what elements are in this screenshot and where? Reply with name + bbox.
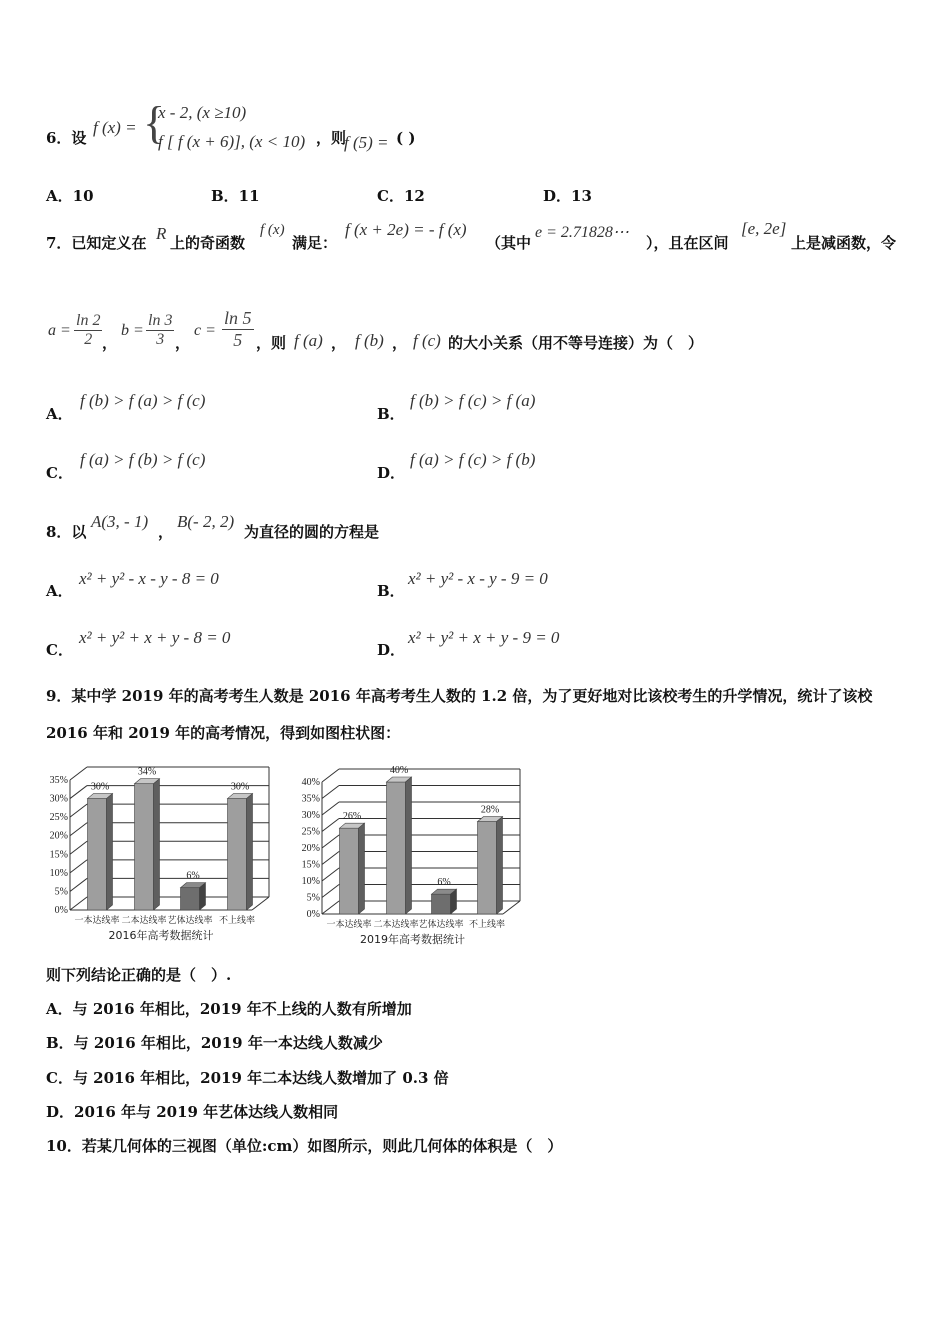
q7-b-denominator: 3 [156, 331, 165, 348]
q6-lhs: f (x) = [93, 118, 137, 137]
q7-a-numerator: ln 2 [76, 312, 101, 329]
q7-option-c: f (a) > f (b) > f (c) [80, 450, 206, 469]
q7-c-denominator: 5 [233, 330, 243, 350]
category-label: 二本达线率 [121, 916, 167, 926]
q7-text1: 上的奇函数 [170, 234, 246, 252]
q8-label: 8．以 [46, 523, 87, 541]
bar-side [247, 794, 253, 910]
q6-label: 6．设 [46, 129, 87, 147]
y-tick-label: 25% [301, 826, 320, 838]
grid-diagonal [70, 841, 87, 854]
y-tick-label: 0% [54, 905, 68, 916]
chart-title: 2016年高考数据统计 [108, 929, 214, 942]
grid-diagonal [322, 769, 339, 782]
y-tick-label: 20% [301, 843, 320, 854]
q8-option-a-label: A． [46, 582, 73, 600]
floor-edge [503, 901, 520, 914]
q6-then: ，则 [316, 129, 347, 147]
bar-value-label: 34% [137, 766, 157, 778]
grid-diagonal [322, 802, 339, 815]
y-tick-label: 35% [301, 793, 320, 805]
q7-option-c-label: C． [46, 464, 73, 482]
q8-option-b: x² + y² - x - y - 9 = 0 [408, 569, 548, 588]
q7-fb: f (b) [355, 331, 384, 350]
grid-diagonal [70, 860, 87, 873]
y-tick-label: 30% [49, 793, 68, 805]
grid-diagonal [322, 868, 339, 881]
bar-front [340, 828, 359, 914]
y-tick-label: 15% [49, 849, 68, 861]
bar-chart-2019 [298, 756, 528, 946]
bar-front [387, 782, 406, 914]
y-tick-label: 35% [49, 775, 68, 786]
bar-front [181, 888, 200, 910]
q6-case1: x - 2, (x ≥10) [158, 103, 247, 122]
q10-text: 10．若某几何体的三视图（单位:cm）如图所示，则此几何体的体积是（ ） [46, 1137, 563, 1155]
category-label: 艺体达线率 [418, 920, 464, 930]
q8-separator: ， [158, 523, 174, 541]
bar-value-label: 6% [186, 870, 200, 882]
bar-value-label: 26% [342, 811, 362, 823]
bar-front [88, 799, 107, 910]
q6-ask: f (5) = [344, 133, 389, 152]
q6-option-c: C．12 [377, 187, 425, 205]
grid-diagonal [70, 878, 87, 891]
q8-option-d: x² + y² + x + y - 9 = 0 [408, 628, 560, 647]
bar-side [497, 817, 503, 914]
floor-edge [252, 897, 269, 910]
q7-then: ，则 [256, 334, 287, 352]
category-label: 一本达线率 [326, 920, 372, 930]
chart-title: 2019年高考数据统计 [360, 933, 465, 946]
grid-diagonal [70, 786, 87, 799]
bar-front [432, 894, 451, 914]
y-tick-label: 40% [301, 777, 320, 788]
category-label: 二本达线率 [373, 920, 419, 930]
grid-diagonal [322, 819, 339, 832]
q7-text4: ），且在区间 [646, 234, 729, 252]
q6-paren: ( ) [396, 129, 416, 147]
bar-chart-2016 [44, 756, 276, 946]
q7-fa: f (a) [294, 331, 323, 350]
q7-text5: 上是减函数，令 [791, 234, 897, 252]
y-tick-label: 25% [49, 812, 68, 824]
grid-diagonal [322, 835, 339, 848]
q7-option-b-label: B． [377, 405, 405, 423]
q9-option-d: D．2016 年与 2019 年艺体达线人数相同 [46, 1103, 339, 1121]
y-tick-label: 20% [49, 830, 68, 842]
q7-fc: f (c) [413, 331, 441, 350]
y-tick-label: 5% [54, 886, 68, 898]
y-tick-label: 30% [301, 810, 320, 821]
grid-diagonal [70, 823, 87, 836]
q8-tail: 为直径的圆的方程是 [244, 523, 380, 541]
bar-front [135, 784, 154, 910]
grid-diagonal [70, 804, 87, 817]
bar-value-label: 40% [389, 765, 409, 776]
q7-b-lhs: b = [121, 322, 144, 339]
q7-comma-4: ， [392, 334, 408, 352]
q7-label: 7．已知定义在 [46, 234, 147, 252]
category-label: 艺体达线率 [167, 916, 213, 926]
q9-option-c: C．与 2016 年相比，2019 年二本达线人数增加了 0.3 倍 [46, 1069, 449, 1087]
bar-front [478, 822, 497, 914]
q7-b-fraction [146, 312, 174, 349]
category-label: 不上线率 [468, 920, 506, 930]
y-tick-label: 10% [49, 867, 68, 879]
q7-e-value: e = 2.71828⋯ [535, 224, 629, 241]
bar-value-label: 30% [90, 781, 110, 793]
bar-value-label: 30% [230, 781, 250, 793]
y-tick-label: 15% [301, 859, 320, 871]
q7-a-denominator: 2 [84, 331, 93, 348]
grid-diagonal [322, 885, 339, 898]
grid-diagonal [322, 786, 339, 799]
grid-diagonal [70, 767, 87, 780]
bar-value-label: 28% [480, 804, 500, 816]
q9-line-1: 9．某中学 2019 年的高考考生人数是 2016 年高考考生人数的 1.2 倍，为了更好地对比该校考生的升学情况，统计了该校 [46, 687, 873, 705]
bar-side [359, 823, 365, 914]
q6-option-d: D．13 [543, 187, 592, 205]
q7-c-numerator: ln 5 [224, 308, 252, 328]
bar-side [406, 777, 412, 914]
q8-point-b: B(- 2, 2) [177, 512, 235, 531]
q7-comma-3: ， [331, 334, 347, 352]
q7-R: R [156, 224, 167, 243]
q7-equation: f (x + 2e) = - f (x) [345, 220, 467, 239]
q7-c-fraction [222, 308, 254, 351]
bar-value-label: 6% [437, 877, 451, 889]
q7-option-a-label: A． [46, 405, 73, 423]
bar-side [107, 794, 113, 910]
q7-option-a: f (b) > f (a) > f (c) [80, 391, 206, 410]
q8-option-a: x² + y² - x - y - 8 = 0 [79, 569, 219, 588]
q7-text6: 的大小关系（用不等号连接）为（ ） [448, 334, 704, 352]
grid-diagonal [322, 852, 339, 865]
q9-line-2: 2016 年和 2019 年的高考情况，得到如图柱状图： [46, 724, 401, 742]
y-tick-label: 10% [301, 876, 320, 887]
q7-b-numerator: ln 3 [148, 312, 173, 329]
grid-diagonal [322, 901, 339, 914]
q8-option-b-label: B． [377, 582, 405, 600]
category-label: 不上线率 [218, 916, 256, 926]
bar-side [200, 883, 206, 910]
q8-option-c-label: C． [46, 641, 73, 659]
q9-question: 则下列结论正确的是（ ）. [46, 966, 232, 984]
q7-option-d: f (a) > f (c) > f (b) [410, 450, 536, 469]
bar-front [228, 799, 247, 910]
q8-point-a: A(3, - 1) [91, 512, 149, 531]
y-tick-label: 5% [306, 892, 320, 904]
q7-comma-1: ， [102, 334, 118, 352]
q7-option-d-label: D． [377, 464, 406, 482]
q7-interval: [e, 2e] [741, 219, 787, 238]
q7-text3: （其中 [486, 234, 532, 252]
q6-option-b: B．11 [211, 187, 260, 205]
q7-a-lhs: a = [48, 322, 71, 339]
q7-text2: 满足： [292, 234, 338, 252]
grid-diagonal [70, 897, 87, 910]
q6-brace: { [143, 97, 166, 148]
q8-option-d-label: D． [377, 641, 406, 659]
q7-a-fraction [74, 312, 102, 349]
q6-option-a: A．10 [46, 187, 94, 205]
q9-option-b: B．与 2016 年相比，2019 年一本达线人数减少 [46, 1034, 383, 1052]
y-tick-label: 0% [306, 909, 320, 920]
q7-comma-2: ， [175, 334, 191, 352]
q7-fx: f (x) [260, 222, 285, 238]
q7-option-b: f (b) > f (c) > f (a) [410, 391, 536, 410]
category-label: 一本达线率 [74, 916, 120, 926]
q8-option-c: x² + y² + x + y - 8 = 0 [79, 628, 231, 647]
q7-c-lhs: c = [194, 322, 216, 339]
q9-option-a: A．与 2016 年相比，2019 年不上线的人数有所增加 [46, 1000, 412, 1018]
q6-case2: f [ f (x + 6)], (x < 10) [158, 132, 306, 151]
bar-side [154, 779, 160, 910]
